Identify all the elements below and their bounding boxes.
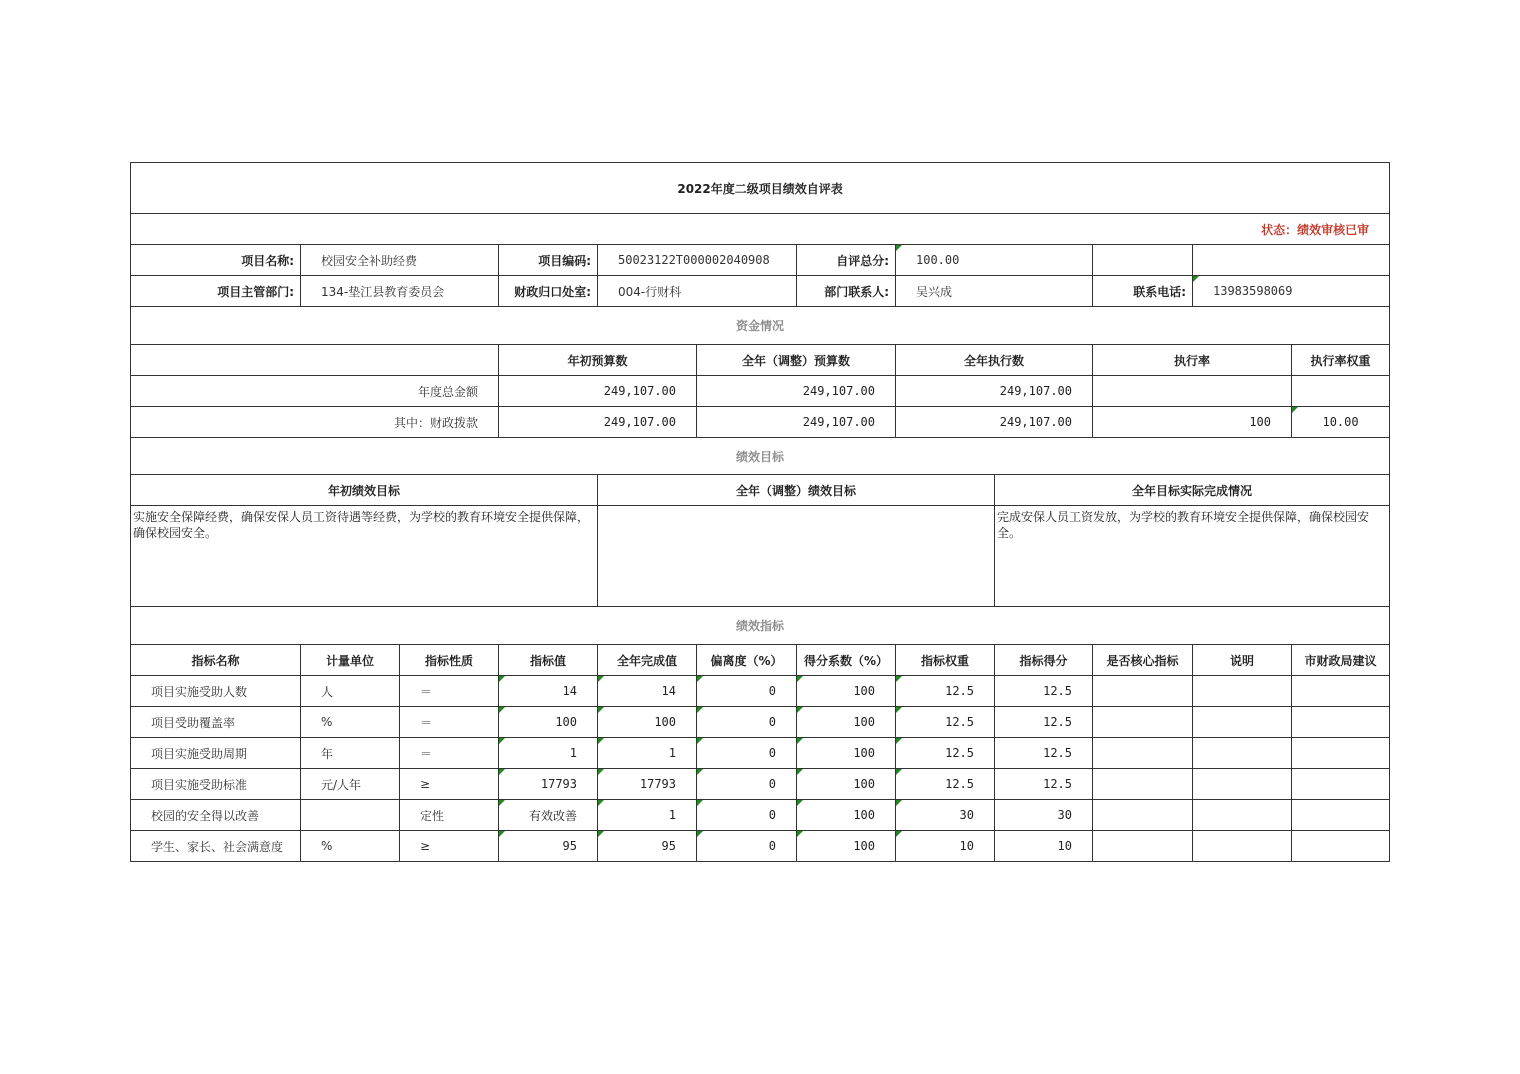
indicator-coefficient: 100 <box>797 738 896 769</box>
funds-row <box>131 376 1390 407</box>
indicator-weight: 12.5 <box>896 707 995 738</box>
indicator-deviation: 0 <box>697 800 797 831</box>
indicator-advice <box>1292 738 1390 769</box>
indicator-weight: 12.5 <box>896 769 995 800</box>
indicator-note <box>1193 676 1292 707</box>
indicator-name: 项目受助覆盖率 <box>131 707 301 738</box>
indicator-deviation: 0 <box>697 676 797 707</box>
self-score-label: 自评总分: <box>797 245 896 276</box>
indicator-header: 得分系数（%） <box>797 645 896 676</box>
indicator-unit: % <box>301 707 400 738</box>
indicator-header: 指标性质 <box>400 645 499 676</box>
indicator-advice <box>1292 676 1390 707</box>
project-name-label: 项目名称: <box>131 245 301 276</box>
indicator-note <box>1193 831 1292 862</box>
goals-header: 全年（调整）绩效目标 <box>598 475 995 506</box>
indicator-unit: 年 <box>301 738 400 769</box>
indicator-done: 95 <box>598 831 697 862</box>
indicator-advice <box>1292 831 1390 862</box>
indicator-name: 项目实施受助标准 <box>131 769 301 800</box>
goal-adjusted-text <box>598 506 995 607</box>
goals-header: 全年目标实际完成情况 <box>995 475 1390 506</box>
indicator-row <box>131 769 1390 800</box>
funds-weight <box>1292 376 1390 407</box>
status-badge: 状态：绩效审核已审 <box>131 214 1390 245</box>
indicator-target: 有效改善 <box>499 800 598 831</box>
self-score-value: 100.00 <box>896 245 1093 276</box>
funds-row-label: 其中：财政拨款 <box>131 407 499 438</box>
funds-header: 全年（调整）预算数 <box>697 345 896 376</box>
empty-cell <box>1193 245 1390 276</box>
goals-header: 年初绩效目标 <box>131 475 598 506</box>
indicator-nature: ＝ <box>400 738 499 769</box>
project-code-value: 50023122T000002040908 <box>598 245 797 276</box>
contact-label: 部门联系人: <box>797 276 896 307</box>
indicator-unit: 人 <box>301 676 400 707</box>
funds-weight: 10.00 <box>1292 407 1390 438</box>
indicator-target: 14 <box>499 676 598 707</box>
indicator-nature: ≥ <box>400 831 499 862</box>
funds-header: 年初预算数 <box>499 345 697 376</box>
indicator-score: 12.5 <box>995 738 1093 769</box>
indicator-score: 12.5 <box>995 769 1093 800</box>
indicator-header: 说明 <box>1193 645 1292 676</box>
indicator-core <box>1093 769 1193 800</box>
funds-row <box>131 407 1390 438</box>
project-code-label: 项目编码: <box>499 245 598 276</box>
indicator-header: 市财政局建议 <box>1292 645 1390 676</box>
indicator-core <box>1093 738 1193 769</box>
indicator-core <box>1093 800 1193 831</box>
indicator-deviation: 0 <box>697 831 797 862</box>
evaluation-sheet <box>130 162 1389 862</box>
indicator-weight: 12.5 <box>896 676 995 707</box>
indicator-target: 100 <box>499 707 598 738</box>
indicator-header: 全年完成值 <box>598 645 697 676</box>
indicator-done: 14 <box>598 676 697 707</box>
funds-initial: 249,107.00 <box>499 376 697 407</box>
indicator-target: 95 <box>499 831 598 862</box>
indicator-deviation: 0 <box>697 707 797 738</box>
indicator-row <box>131 831 1390 862</box>
indicator-header: 指标名称 <box>131 645 301 676</box>
goals-section-title: 绩效目标 <box>131 438 1390 475</box>
indicator-name: 校园的安全得以改善 <box>131 800 301 831</box>
indicator-advice <box>1292 769 1390 800</box>
indicator-done: 100 <box>598 707 697 738</box>
funds-section-title: 资金情况 <box>131 307 1390 345</box>
indicator-row <box>131 676 1390 707</box>
indicator-note <box>1193 738 1292 769</box>
funds-executed: 249,107.00 <box>896 407 1093 438</box>
indicator-core <box>1093 676 1193 707</box>
indicator-coefficient: 100 <box>797 831 896 862</box>
indicator-coefficient: 100 <box>797 800 896 831</box>
indicator-note <box>1193 800 1292 831</box>
indicator-name: 项目实施受助周期 <box>131 738 301 769</box>
indicator-deviation: 0 <box>697 738 797 769</box>
indicator-advice <box>1292 800 1390 831</box>
indicator-name: 学生、家长、社会满意度 <box>131 831 301 862</box>
indicator-header: 指标值 <box>499 645 598 676</box>
indicator-weight: 10 <box>896 831 995 862</box>
goal-actual-text: 完成安保人员工资发放，为学校的教育环境安全提供保障，确保校园安全。 <box>995 506 1390 607</box>
indicator-score: 12.5 <box>995 676 1093 707</box>
indicator-unit: % <box>301 831 400 862</box>
indicator-row <box>131 800 1390 831</box>
indicator-done: 17793 <box>598 769 697 800</box>
indicator-rows <box>131 676 1390 862</box>
funds-header: 执行率 <box>1093 345 1292 376</box>
indicator-done: 1 <box>598 738 697 769</box>
indicator-nature: 定性 <box>400 800 499 831</box>
indicator-note <box>1193 707 1292 738</box>
indicator-header: 计量单位 <box>301 645 400 676</box>
funds-initial: 249,107.00 <box>499 407 697 438</box>
funds-adjusted: 249,107.00 <box>697 407 896 438</box>
funds-rate: 100 <box>1093 407 1292 438</box>
indicator-row <box>131 707 1390 738</box>
indicator-target: 17793 <box>499 769 598 800</box>
dept-value: 134-垫江县教育委员会 <box>301 276 499 307</box>
indicator-score: 12.5 <box>995 707 1093 738</box>
indicator-weight: 30 <box>896 800 995 831</box>
indicator-note <box>1193 769 1292 800</box>
contact-value: 吴兴成 <box>896 276 1093 307</box>
funds-adjusted: 249,107.00 <box>697 376 896 407</box>
project-name-value: 校园安全补助经费 <box>301 245 499 276</box>
indicator-coefficient: 100 <box>797 676 896 707</box>
indicator-header: 偏离度（%） <box>697 645 797 676</box>
indicator-core <box>1093 831 1193 862</box>
indicator-core <box>1093 707 1193 738</box>
indicator-coefficient: 100 <box>797 769 896 800</box>
funds-header: 执行率权重 <box>1292 345 1390 376</box>
phone-label: 联系电话: <box>1093 276 1193 307</box>
finance-office-value: 004-行财科 <box>598 276 797 307</box>
funds-executed: 249,107.00 <box>896 376 1093 407</box>
page-title: 2022年度二级项目绩效自评表 <box>131 163 1390 214</box>
indicator-nature: ≥ <box>400 769 499 800</box>
indicator-target: 1 <box>499 738 598 769</box>
indicator-coefficient: 100 <box>797 707 896 738</box>
goal-initial-text: 实施安全保障经费，确保安保人员工资待遇等经费，为学校的教育环境安全提供保障，确保校园安全。 <box>131 506 598 607</box>
empty-cell <box>131 345 499 376</box>
indicator-unit: 元/人年 <box>301 769 400 800</box>
empty-cell <box>1093 245 1193 276</box>
indicator-weight: 12.5 <box>896 738 995 769</box>
indicator-header: 是否核心指标 <box>1093 645 1193 676</box>
evaluation-table <box>130 162 1390 862</box>
indicator-header: 指标得分 <box>995 645 1093 676</box>
finance-office-label: 财政归口处室: <box>499 276 598 307</box>
indicator-deviation: 0 <box>697 769 797 800</box>
indicator-unit <box>301 800 400 831</box>
indicator-score: 30 <box>995 800 1093 831</box>
indicators-section-title: 绩效指标 <box>131 607 1390 645</box>
indicator-row <box>131 738 1390 769</box>
indicator-done: 1 <box>598 800 697 831</box>
funds-row-label: 年度总金额 <box>131 376 499 407</box>
indicator-nature: ＝ <box>400 676 499 707</box>
indicator-advice <box>1292 707 1390 738</box>
funds-rate <box>1093 376 1292 407</box>
dept-label: 项目主管部门: <box>131 276 301 307</box>
indicator-nature: ＝ <box>400 707 499 738</box>
funds-header: 全年执行数 <box>896 345 1093 376</box>
phone-value: 13983598069 <box>1193 276 1390 307</box>
indicator-name: 项目实施受助人数 <box>131 676 301 707</box>
indicator-header: 指标权重 <box>896 645 995 676</box>
indicator-score: 10 <box>995 831 1093 862</box>
